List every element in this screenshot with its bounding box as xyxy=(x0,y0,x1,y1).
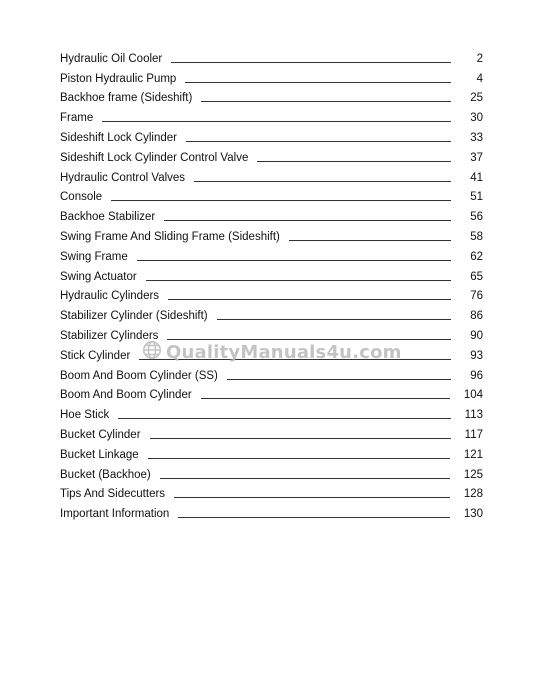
toc-entry-title: Swing Frame xyxy=(60,250,128,263)
toc-leader-line xyxy=(111,200,451,201)
toc-entry-title: Tips And Sidecutters xyxy=(60,488,166,501)
toc-entry[interactable] xyxy=(60,204,483,224)
toc-entry-title: Hoe Stick xyxy=(60,409,110,422)
toc-entry[interactable] xyxy=(60,125,483,145)
toc-leader-line xyxy=(137,260,451,261)
toc-entry-page-number: 93 xyxy=(470,349,483,362)
toc-entry-title: Backhoe frame (Sideshift) xyxy=(60,92,193,105)
toc-leader-line xyxy=(160,478,450,479)
toc-entry[interactable] xyxy=(60,323,483,343)
toc-entry-title: Stabilizer Cylinder (Sideshift) xyxy=(60,310,208,323)
toc-entry-page-number: 62 xyxy=(470,250,483,263)
toc-entry-page-number: 113 xyxy=(464,409,483,422)
toc-entry[interactable] xyxy=(60,185,483,205)
toc-entry[interactable] xyxy=(60,343,483,363)
toc-entry-title: Sideshift Lock Cylinder xyxy=(60,131,177,144)
toc-entry-page-number: 117 xyxy=(464,428,483,441)
toc-entry-page-number: 128 xyxy=(463,488,483,501)
toc-entry-page-number: 86 xyxy=(470,310,483,323)
watermark-text: QualityManuals4u.com xyxy=(166,342,402,363)
toc-leader-line xyxy=(227,379,451,380)
toc-entry[interactable] xyxy=(60,105,483,125)
toc-leader-line xyxy=(178,517,450,518)
toc-leader-line xyxy=(186,141,451,142)
toc-leader-line xyxy=(168,299,451,300)
toc-entry-page-number: 41 xyxy=(470,171,483,184)
toc-entry-title: Piston Hydraulic Pump xyxy=(60,72,177,85)
toc-entry-title: Stick Cylinder xyxy=(60,349,131,362)
toc-leader-line xyxy=(217,319,451,320)
toc-entry[interactable] xyxy=(60,402,483,422)
toc-entry-title: Bucket Linkage xyxy=(60,448,139,461)
toc-leader-line xyxy=(185,82,451,83)
toc-entry-title: Backhoe Stabilizer xyxy=(60,211,156,224)
toc-entry-page-number: 121 xyxy=(463,448,483,461)
toc-entry[interactable] xyxy=(60,462,483,482)
toc-leader-line xyxy=(257,161,451,162)
toc-leader-line xyxy=(164,220,451,221)
toc-entry[interactable] xyxy=(60,66,483,86)
toc-leader-line xyxy=(201,101,451,102)
toc-entry-title: Swing Frame And Sliding Frame (Sideshift) xyxy=(60,230,280,243)
toc-leader-line xyxy=(139,359,451,360)
toc-entry-page-number: 130 xyxy=(463,508,483,521)
toc-leader-line xyxy=(146,280,451,281)
toc-entry-page-number: 37 xyxy=(470,151,483,164)
toc-entry-page-number: 30 xyxy=(470,112,483,125)
toc-leader-line xyxy=(174,497,450,498)
toc-entry-page-number: 104 xyxy=(463,389,483,402)
toc-entry[interactable] xyxy=(60,264,483,284)
toc-entry-page-number: 33 xyxy=(470,131,483,144)
toc-entry-title: Important Information xyxy=(60,508,170,521)
toc-entry-title: Hydraulic Cylinders xyxy=(60,290,160,303)
toc-entry-title: Swing Actuator xyxy=(60,270,137,283)
toc-entry-page-number: 4 xyxy=(476,72,483,85)
toc-leader-line xyxy=(102,121,451,122)
toc-entry-title: Stabilizer Cylinders xyxy=(60,329,159,342)
toc-entry[interactable] xyxy=(60,165,483,185)
toc-entry-page-number: 2 xyxy=(476,52,483,65)
toc-entry-page-number: 51 xyxy=(470,191,483,204)
toc-leader-line xyxy=(150,438,451,439)
toc-entry-title: Hydraulic Oil Cooler xyxy=(60,52,163,65)
toc-entry[interactable] xyxy=(60,46,483,66)
table-of-contents xyxy=(60,46,483,521)
toc-entry[interactable] xyxy=(60,284,483,304)
toc-entry-title: Sideshift Lock Cylinder Control Valve xyxy=(60,151,249,164)
toc-leader-line xyxy=(194,181,451,182)
toc-leader-line xyxy=(148,458,450,459)
toc-entry-page-number: 90 xyxy=(470,329,483,342)
toc-entry[interactable] xyxy=(60,501,483,521)
toc-entry-page-number: 58 xyxy=(470,230,483,243)
toc-entry[interactable] xyxy=(60,145,483,165)
toc-entry-page-number: 96 xyxy=(470,369,483,382)
toc-entry-page-number: 76 xyxy=(470,290,483,303)
toc-entry-title: Bucket Cylinder xyxy=(60,428,141,441)
toc-leader-line xyxy=(171,62,451,63)
toc-leader-line xyxy=(289,240,451,241)
toc-entry[interactable] xyxy=(60,303,483,323)
toc-entry-title: Hydraulic Control Valves xyxy=(60,171,186,184)
toc-entry-title: Boom And Boom Cylinder (SS) xyxy=(60,369,218,382)
toc-entry-page-number: 56 xyxy=(470,211,483,224)
toc-entry[interactable] xyxy=(60,482,483,502)
toc-entry-page-number: 65 xyxy=(470,270,483,283)
toc-leader-line xyxy=(167,339,451,340)
toc-entry[interactable] xyxy=(60,422,483,442)
toc-entry[interactable] xyxy=(60,383,483,403)
toc-leader-line xyxy=(201,398,450,399)
toc-entry[interactable] xyxy=(60,442,483,462)
toc-entry-title: Boom And Boom Cylinder xyxy=(60,389,192,402)
toc-entry-title: Bucket (Backhoe) xyxy=(60,468,151,481)
toc-entry-page-number: 125 xyxy=(463,468,483,481)
toc-entry[interactable] xyxy=(60,86,483,106)
toc-entry-title: Frame xyxy=(60,112,94,125)
toc-entry[interactable] xyxy=(60,244,483,264)
toc-entry-title: Console xyxy=(60,191,103,204)
toc-entry-page-number: 25 xyxy=(470,92,483,105)
toc-entry[interactable] xyxy=(60,363,483,383)
toc-leader-line xyxy=(118,418,450,419)
toc-entry[interactable] xyxy=(60,224,483,244)
